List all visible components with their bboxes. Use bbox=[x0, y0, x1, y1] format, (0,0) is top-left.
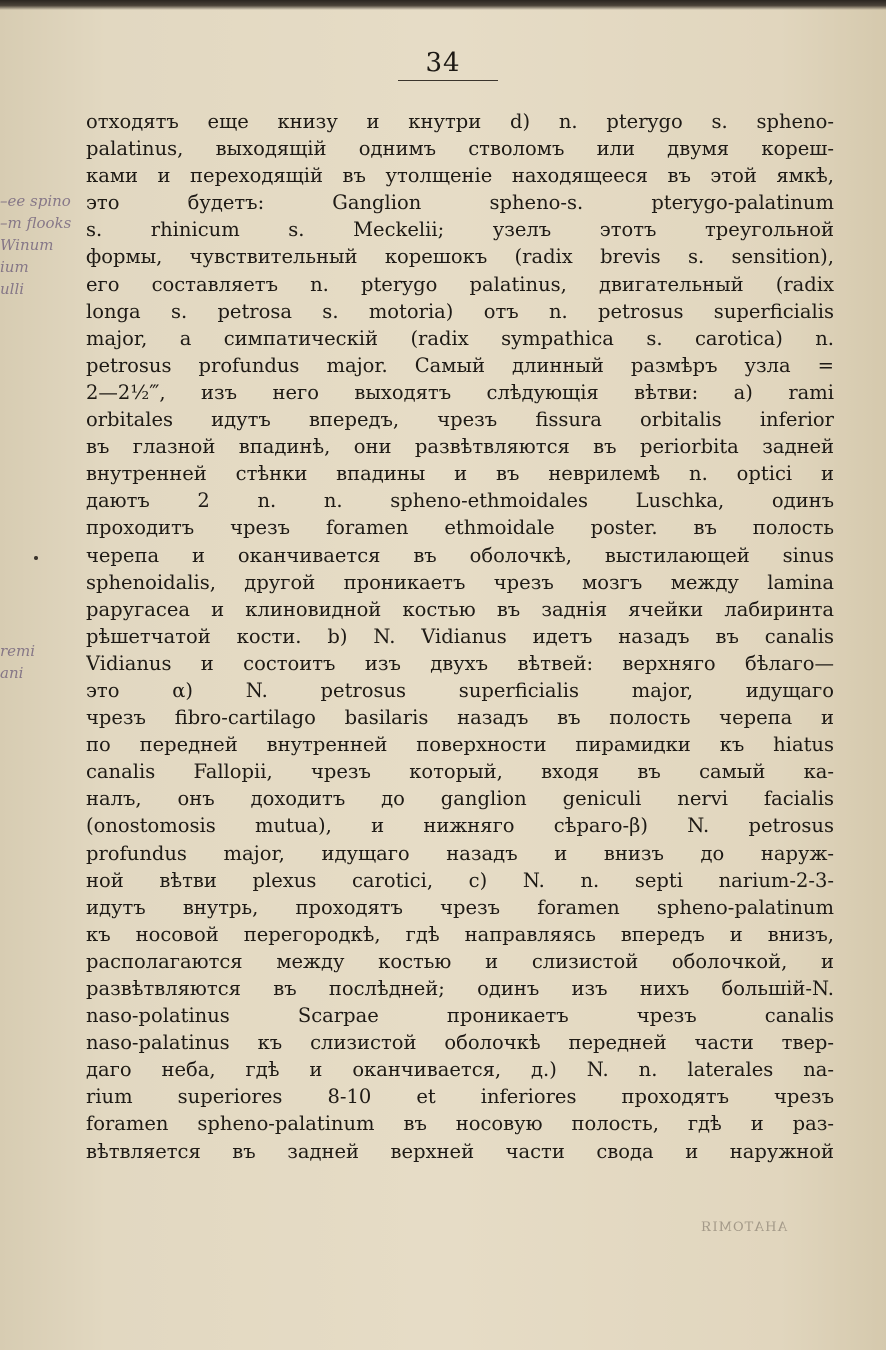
text-line: pаругacea и клиновидной костью въ заднія ячейки лабиринта bbox=[86, 597, 834, 621]
text-line: 2—2½‴, изъ него выходятъ слѣдующія вѣтви: а) rami bbox=[86, 380, 834, 404]
text-line: черепа и оканчивается въ оболочкѣ, выстилающей sinus bbox=[86, 543, 834, 567]
text-line: внутренней стѣнки впадины и въ неврилемѣ n. optici и bbox=[86, 462, 834, 486]
bleed-through-text: АНАТОМІЯ bbox=[700, 1220, 788, 1235]
margin-notes-bottom bbox=[0, 640, 70, 684]
text-line: longa s. petrosa s. motoria) отъ n. petrosus superficialis bbox=[86, 299, 834, 323]
margin-note: ium bbox=[0, 258, 29, 276]
text-line: его составляетъ n. pterygo palatinus, двигательный (radix bbox=[86, 272, 834, 296]
text-line: rium superiores 8-10 et inferiores проходятъ чрезъ bbox=[86, 1085, 834, 1109]
text-line: ками и переходящій въ утолщеніе находящееся въ этой ямкѣ, bbox=[86, 164, 834, 188]
text-line: naso-polatinus Scarpae проникаетъ чрезъ canalis bbox=[86, 1004, 834, 1028]
margin-note: –ee spino bbox=[0, 192, 71, 210]
text-line: проходитъ чрезъ foramen ethmoidale poster. въ полость bbox=[86, 516, 834, 540]
text-line: major, а симпатическій (radix sympathica s. carotica) n. bbox=[86, 326, 834, 350]
text-line: это α) N. petrosus superficialis major, идущаго bbox=[86, 678, 834, 702]
text-line: рѣшетчатой кости. b) N. Vidianus идетъ назадъ въ canalis bbox=[86, 624, 834, 648]
text-line: въ глазной впадинѣ, они развѣтвляются въ periorbita задней bbox=[86, 435, 834, 459]
page-top-edge bbox=[0, 0, 886, 10]
text-line: по передней внутренней поверхности пирамидки къ hiatus bbox=[86, 733, 834, 757]
text-line: развѣтвляются въ послѣдней; одинъ изъ нихъ большій-N. bbox=[86, 977, 834, 1000]
margin-note: remi bbox=[0, 642, 36, 660]
text-line: canalis Fallopii, чрезъ который, входя въ самый ка- bbox=[86, 760, 834, 784]
text-line: sphenoidalis, другой проникаетъ чрезъ мозгъ между lamina bbox=[86, 570, 834, 594]
margin-notes-top bbox=[0, 190, 80, 300]
text-line: s. rhinicum s. Meckelii; узелъ этотъ треугольной bbox=[86, 218, 834, 242]
text-line: формы, чувствительный корешокъ (radix brevis s. sensition), bbox=[86, 245, 834, 269]
text-line: orbitales идутъ впередъ, чрезъ fissura orbitalis inferior bbox=[86, 408, 834, 432]
text-line: foramen spheno-palatinum въ носовую полость, гдѣ и раз- bbox=[86, 1112, 834, 1136]
margin-note: –m flooks bbox=[0, 214, 72, 232]
text-line: идутъ внутрь, проходятъ чрезъ foramen spheno-palatinum bbox=[86, 895, 834, 919]
text-line: отходятъ еще книзу и кнутри d) n. pterygo s. spheno- bbox=[86, 110, 834, 133]
text-line: (onostomosis mutua), и нижняго сѣраго-β) N. petrosus bbox=[86, 814, 834, 838]
text-line: ной вѣтви plexus carotici, c) N. n. septi narium-2-3- bbox=[86, 868, 834, 892]
text-line: naso-palatinus къ слизистой оболочкѣ передней части твер- bbox=[86, 1031, 834, 1055]
text-line: palatinus, выходящій однимъ стволомъ или двумя кореш- bbox=[86, 137, 834, 161]
text-line: чрезъ fibro-cartilago basilaris назадъ въ полость черепа и bbox=[86, 706, 834, 730]
text-line: налъ, онъ доходитъ до ganglion geniculi nervi facialis bbox=[86, 787, 834, 811]
text-line: даютъ 2 n. n. spheno-ethmoidales Luschka, одинъ bbox=[86, 489, 834, 513]
margin-note: ani bbox=[0, 664, 24, 682]
page-number: 34 bbox=[425, 48, 461, 78]
margin-note: ulli bbox=[0, 280, 25, 298]
text-line: profundus major, идущаго назадъ и внизъ до наруж- bbox=[86, 841, 834, 865]
text-line: вѣтвляется въ задней верхней части свода и наружной bbox=[86, 1139, 834, 1163]
text-line: Vidianus и состоитъ изъ двухъ вѣтвей: верхняго бѣлаго— bbox=[86, 651, 834, 675]
ink-dot bbox=[34, 556, 38, 560]
text-line: располагаются между костью и слизистой оболочкой, и bbox=[86, 949, 834, 973]
margin-note: Winum bbox=[0, 236, 54, 254]
body-text bbox=[86, 108, 834, 1165]
page-number-rule bbox=[398, 80, 498, 81]
text-line: это будетъ: Ganglion spheno-s. pterygo-palatinum bbox=[86, 191, 834, 215]
text-line: petrosus profundus major. Самый длинный размѣръ узла = bbox=[86, 353, 834, 377]
text-line: къ носовой перегородкѣ, гдѣ направляясь впередъ и внизъ, bbox=[86, 922, 834, 946]
text-line: даго неба, гдѣ и оканчивается, д.) N. n. laterales na- bbox=[86, 1058, 834, 1082]
